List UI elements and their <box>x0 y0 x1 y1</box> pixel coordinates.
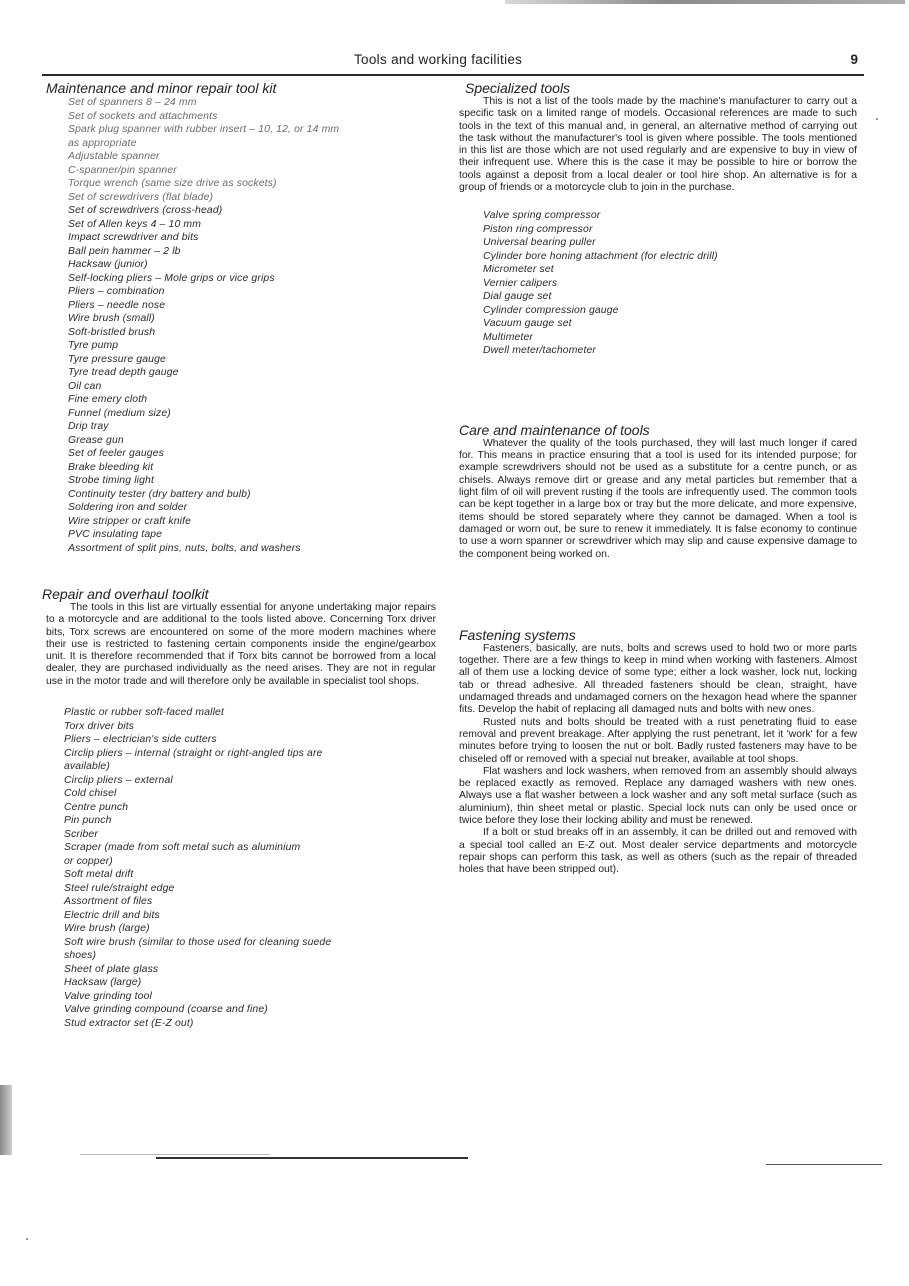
list-item: as appropriate <box>68 137 137 149</box>
list-item: Soft wire brush (similar to those used for cleaning suede <box>64 936 332 948</box>
fastening-paragraph: Fasteners, basically, are nuts, bolts and screws used to hold two or more parts together. There are a few things to keep in mind when working with fasteners. Almost all of them use a locking device of some type; either a lock washer, lock nut, locking tab or thread adhesive. All threaded fasteners should be clean, straight, have undamaged threads and undamaged corners on the hexagon head where the spanner fits. Develop the habit of replacing all damaged nuts and bolts with new ones. <box>459 642 857 716</box>
list-item: Universal bearing puller <box>483 237 596 249</box>
list-item: Set of spanners 8 – 24 mm <box>68 97 197 108</box>
fastening-paragraph: Rusted nuts and bolts should be treated with a rust penetrating fluid to ease removal and prevent breakage. After applying the rust penetrant, let it 'work' for a few minutes before trying to loosen the nut or bolt. Badly rusted fasteners may have to be chiseled off or removed with a special nut breaker, available at tool shops. <box>459 716 857 765</box>
list-item: Pliers – combination <box>68 286 165 297</box>
list-item: Circlip pliers – internal (straight or right-angled tips are <box>64 747 323 759</box>
page-header <box>42 50 862 72</box>
list-item: Grease gun <box>68 434 124 446</box>
fastening-paragraph: If a bolt or stud breaks off in an assembly, it can be drilled out and removed with a special tool called an E-Z out. Most dealer service departments and motorcycle repair shops can perform this task, as well as others (such as the repair of threaded holes that have been stripped out). <box>459 827 857 876</box>
list-item: Wire brush (small) <box>68 313 155 324</box>
list-item: Hacksaw (junior) <box>68 259 148 270</box>
specialized-tool-list <box>459 209 857 358</box>
list-item: Spark plug spanner with rubber insert – 10, 12, or 14 mm <box>68 124 340 135</box>
list-item: Dial gauge set <box>483 291 552 303</box>
list-item: Steel rule/straight edge <box>64 882 175 894</box>
repair-kit-section <box>42 586 436 1030</box>
list-item: Ball pein hammer – 2 lb <box>68 245 181 257</box>
maintenance-kit-section <box>46 80 436 555</box>
fastening-paragraph: Flat washers and lock washers, when removed from an assembly should always be replaced exactly as removed. Replace any damaged washers with new ones. Always use a flat washer between a lock washer and any soft metal surface (such as aluminium), thin sheet metal or plastic. Special lock nuts can only be used once or twice before they lose their locking ability and must be renewed. <box>459 765 857 826</box>
list-item: Vernier calipers <box>483 277 558 289</box>
list-item: Set of feeler gauges <box>68 448 165 459</box>
list-item: Dwell meter/tachometer <box>483 345 597 357</box>
list-item: Set of screwdrivers (flat blade) <box>68 191 214 203</box>
running-title: Tools and working facilities <box>354 52 523 67</box>
scan-artifact-top <box>505 0 905 4</box>
list-item: Adjustable spanner <box>68 151 160 162</box>
list-item: Continuity tester (dry battery and bulb) <box>68 488 251 500</box>
list-item: Tyre pump <box>68 340 119 351</box>
list-item: Piston ring compressor <box>483 223 593 235</box>
list-item: Cylinder bore honing attachment (for electric drill) <box>483 250 718 262</box>
list-item: Fine emery cloth <box>68 394 148 405</box>
list-item: Circlip pliers – external <box>64 774 173 786</box>
section-heading: Specialized tools <box>465 80 571 96</box>
list-item: Drip tray <box>68 421 109 432</box>
section-heading: Care and maintenance of tools <box>459 421 650 438</box>
list-item: Stud extractor set (E-Z out) <box>64 1017 194 1029</box>
specialized-tools-intro: This is not a list of the tools made by the machine's manufacturer to carry out a specific task on a limited range of models. Occasional references are made to such tools in the text of this manual and, in general, an alternative method of carrying out the task without the manufacturer's tool is given where possible. The tools mentioned in this list are those which are not used regularly and are expensive to buy in view of their infrequent use. Where this is the case it may be possible to hire or borrow the tools against a deposit from a local dealer or tool hire shop. An alternative is for a group of friends or a motorcycle club to join in the purchase. <box>459 96 857 194</box>
list-item: PVC insulating tape <box>68 529 163 540</box>
list-item: Strobe timing light <box>68 475 155 486</box>
list-item: Cylinder compression gauge <box>483 304 619 316</box>
specialized-tools-section <box>459 80 857 358</box>
list-item: Set of sockets and attachments <box>68 110 218 122</box>
list-item: Oil can <box>68 380 102 392</box>
scan-artifact-rule <box>156 1157 468 1159</box>
list-item: Scriber <box>64 828 98 840</box>
list-item: Cold chisel <box>64 788 117 800</box>
scan-artifact-rule <box>80 1154 270 1155</box>
scan-speck <box>26 1238 28 1240</box>
scan-edge-shadow <box>0 1085 12 1155</box>
right-column <box>459 80 857 876</box>
section-heading: Repair and overhaul toolkit <box>42 586 209 602</box>
list-item: Scraper (made from soft metal such as aluminium <box>64 842 301 854</box>
left-column <box>42 80 436 1030</box>
section-heading: Maintenance and minor repair tool kit <box>46 80 277 96</box>
list-item: Torque wrench (same size drive as sockets) <box>68 178 277 189</box>
list-item: Soft-bristled brush <box>68 326 156 338</box>
care-section <box>459 422 857 561</box>
list-item: Wire stripper or craft knife <box>68 515 192 527</box>
repair-kit-intro: The tools in this list are virtually essential for anyone undertaking major repairs to a motorcycle and are additional to the tools listed above. Concerning Torx driver bits, Torx screws are encountered on some of the more modern machines where their use is restricted to fastening certain components inside the engine/gearbox unit. It is therefore recommended that if Torx bits cannot be borrowed from a local dealer, they are purchased individually as the need arises. They are not in regular use in the motor trade and will therefore only be available in specialist tool shops. <box>46 602 436 687</box>
list-item: available) <box>64 761 110 773</box>
list-item: Soldering iron and solder <box>68 502 188 513</box>
list-item: Torx driver bits <box>64 720 135 732</box>
header-rule <box>42 74 864 76</box>
list-item: Impact screwdriver and bits <box>68 232 199 243</box>
page-number: 9 <box>850 52 858 67</box>
list-item: Centre punch <box>64 801 129 813</box>
list-item: Tyre tread depth gauge <box>68 367 179 378</box>
care-body: Whatever the quality of the tools purchased, they will last much longer if cared for. This means in practice ensuring that a tool is used for its intended purpose; for example screwdrivers should not be used as a substitute for a centre punch, or as chisels. Always remove dirt or grease and any metal particles but remember that a light film of oil will prevent rusting if the tools are infrequently used. The common tools can be kept together in a large box or tray but the more delicate, and more expensive, items should be stored separately where they cannot be damaged. When a tool is damaged or worn out, be sure to renew it immediately. It is false economy to continue to use a worn spanner or screwdriver which may slip and cause expensive damage to the component being worked on. <box>459 437 857 560</box>
list-item: Wire brush (large) <box>64 923 150 935</box>
scan-artifact-rule <box>766 1164 882 1165</box>
list-item: Self-locking pliers – Mole grips or vice grips <box>68 272 275 284</box>
fastening-section <box>459 627 857 877</box>
list-item: Funnel (medium size) <box>68 407 171 419</box>
list-item: Brake bleeding kit <box>68 461 154 473</box>
list-item: Multimeter <box>483 331 533 343</box>
list-item: Set of screwdrivers (cross-head) <box>68 205 223 216</box>
scan-speck <box>876 118 878 120</box>
list-item: Valve grinding compound (coarse and fine) <box>64 1004 268 1016</box>
list-item: Electric drill and bits <box>64 909 160 921</box>
list-item: Pliers – needle nose <box>68 299 166 311</box>
list-item: Pin punch <box>64 815 112 827</box>
list-item: Assortment of split pins, nuts, bolts, and washers <box>68 542 301 554</box>
list-item: Soft metal drift <box>64 869 134 881</box>
list-item: C-spanner/pin spanner <box>68 164 177 176</box>
list-item: or copper) <box>64 855 113 867</box>
list-item: Plastic or rubber soft-faced mallet <box>64 707 225 719</box>
list-item: shoes) <box>64 950 97 962</box>
list-item: Tyre pressure gauge <box>68 353 166 365</box>
maintenance-tool-list <box>46 96 436 555</box>
section-heading: Fastening systems <box>459 626 576 643</box>
list-item: Micrometer set <box>483 264 554 276</box>
list-item: Valve grinding tool <box>64 990 152 1002</box>
list-item: Valve spring compressor <box>483 210 601 222</box>
list-item: Vacuum gauge set <box>483 318 572 330</box>
list-item: Pliers – electrician's side cutters <box>64 734 217 746</box>
list-item: Sheet of plate glass <box>64 963 159 975</box>
list-item: Set of Allen keys 4 – 10 mm <box>68 218 202 230</box>
repair-tool-list <box>46 706 436 1030</box>
list-item: Hacksaw (large) <box>64 977 142 989</box>
list-item: Assortment of files <box>64 896 153 908</box>
